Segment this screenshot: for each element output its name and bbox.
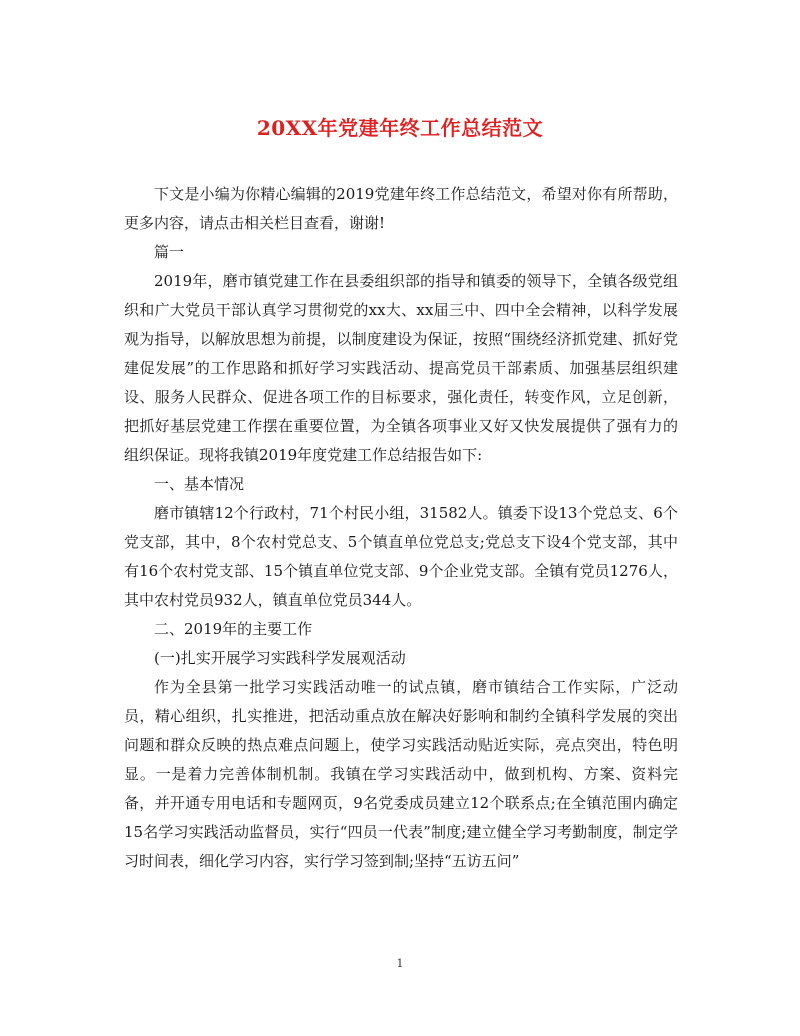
document-title: 20XX年党建年终工作总结范文 (256, 116, 544, 140)
heading-basic-situation: 一、基本情况 (154, 475, 245, 493)
intro-paragraph: 下文是小编为你精心编辑的2019党建年终工作总结范文，希望对你有所帮助，更多内容，请点击相关栏目查看，谢谢! (124, 185, 678, 232)
heading-main-work: 二、2019年的主要工作 (154, 620, 313, 638)
basic-situation-paragraph: 磨市镇辖12个行政村，71个村民小组，31582人。镇委下设13个党总支、6个党支部，其中，8个农村党总支、5个镇直单位党总支;党总支下设4个党支部，其中有16个农村党支部、15个镇直单位党支部、9个企业党支部。全镇有党员1276人，其中农村党员932人，镇直单位党员344人。 (124, 504, 678, 609)
subheading-study-practice: (一)扎实开展学习实践科学发展观活动 (154, 649, 406, 667)
study-practice-paragraph: 作为全县第一批学习实践活动唯一的试点镇，磨市镇结合工作实际，广泛动员，精心组织，扎实推进，把活动重点放在解决好影响和制约全镇科学发展的突出问题和群众反映的热点难点问题上，使学习实践活动贴近实际，亮点突出，特色明显。一是着力完善体制机制。我镇在学习实践活动中，做到机构、方案、资料完备，并开通专用电话和专题网页，9名党委成员建立12个联系点;在全镇范围内确定15名学习实践活动监督员，实行“四员一代表”制度;建立健全学习考勤制度，制定学习时间表，细化学习内容，实行学习签到制;坚持“五访五问” (124, 678, 678, 870)
overview-paragraph: 2019年，磨市镇党建工作在县委组织部的指导和镇委的领导下，全镇各级党组织和广大党员干部认真学习贯彻党的xx大、xx届三中、四中全会精神，以科学发展观为指导，以解放思想为前提，以制度建设为保证，按照“围绕经济抓党建、抓好党建促发展”的工作思路和抓好学习实践活动、提高党员干部素质、加强基层组织建设、服务人民群众、促进各项工作的目标要求，强化责任，转变作风，立足创新，把抓好基层党建工作摆在重要位置，为全镇各项事业又好又快发展提供了强有力的组织保证。现将我镇2019年度党建工作总结报告如下: (124, 272, 678, 464)
section-heading-part-one: 篇一 (154, 243, 185, 261)
document-body (124, 180, 678, 876)
page-number: 1 (396, 957, 404, 970)
